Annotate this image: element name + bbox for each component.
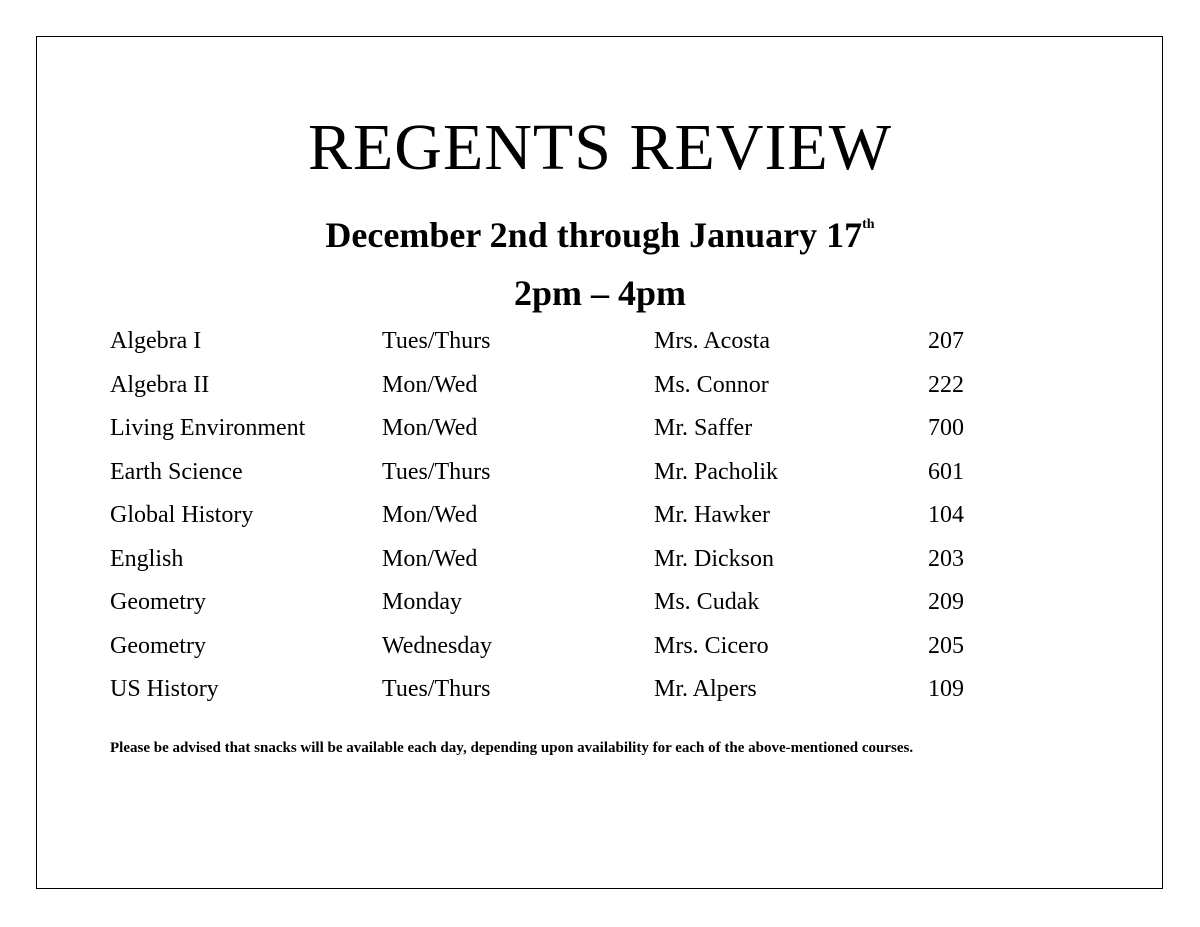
course-name: Geometry [110,589,206,615]
course-name: Algebra I [110,328,202,354]
course-room: 207 [928,328,964,354]
course-room: 203 [928,545,964,572]
snacks-notice: Please be advised that snacks will be available each day, depending upon availability for each of the above-mentioned courses. [110,740,914,756]
schedule-row [110,625,1010,669]
course-days: Monday [382,589,462,615]
course-room: 700 [928,415,964,441]
course-room: 109 [928,676,964,702]
course-teacher: Ms. Connor [654,371,769,398]
course-room: 104 [928,502,964,528]
course-room: 209 [928,589,964,615]
course-name: Earth Science [110,458,243,485]
course-days: Tues/Thurs [382,458,491,485]
schedule-row [110,364,1010,408]
course-name: US History [110,676,219,702]
course-name: Global History [110,502,254,528]
date-suffix: th [862,217,875,232]
course-name: Living Environment [110,415,306,441]
course-days: Mon/Wed [382,415,478,441]
course-teacher: Mr. Alpers [654,676,757,702]
course-days: Mon/Wed [382,371,478,398]
course-teacher: Mr. Hawker [654,502,770,528]
course-days: Tues/Thurs [382,328,491,354]
document-title: REGENTS REVIEW [307,111,893,184]
course-teacher: Ms. Cudak [654,589,760,615]
schedule-row [110,451,1010,495]
course-name: Geometry [110,632,206,659]
course-name: Algebra II [110,371,210,398]
course-room: 205 [928,632,964,659]
course-teacher: Mr. Dickson [654,545,774,572]
course-days: Tues/Thurs [382,676,491,702]
course-room: 601 [928,458,964,485]
course-days: Mon/Wed [382,502,478,528]
course-teacher: Mrs. Cicero [654,632,769,659]
date-range [0,206,1200,260]
course-days: Mon/Wed [382,545,478,572]
course-room: 222 [928,371,964,398]
schedule-row [110,538,1010,582]
course-teacher: Mr. Pacholik [654,458,778,485]
session-time: 2pm – 4pm [513,273,687,313]
date-range-text: December 2nd through January 17 [325,215,863,255]
course-days: Wednesday [382,632,493,659]
schedule-table [110,320,1010,712]
course-name: English [110,545,184,572]
schedule-row [110,320,1010,364]
schedule-row [110,407,1010,451]
course-teacher: Mrs. Acosta [654,328,770,354]
schedule-row [110,668,1010,712]
schedule-row [110,581,1010,625]
schedule-row [110,494,1010,538]
course-teacher: Mr. Saffer [654,415,753,441]
